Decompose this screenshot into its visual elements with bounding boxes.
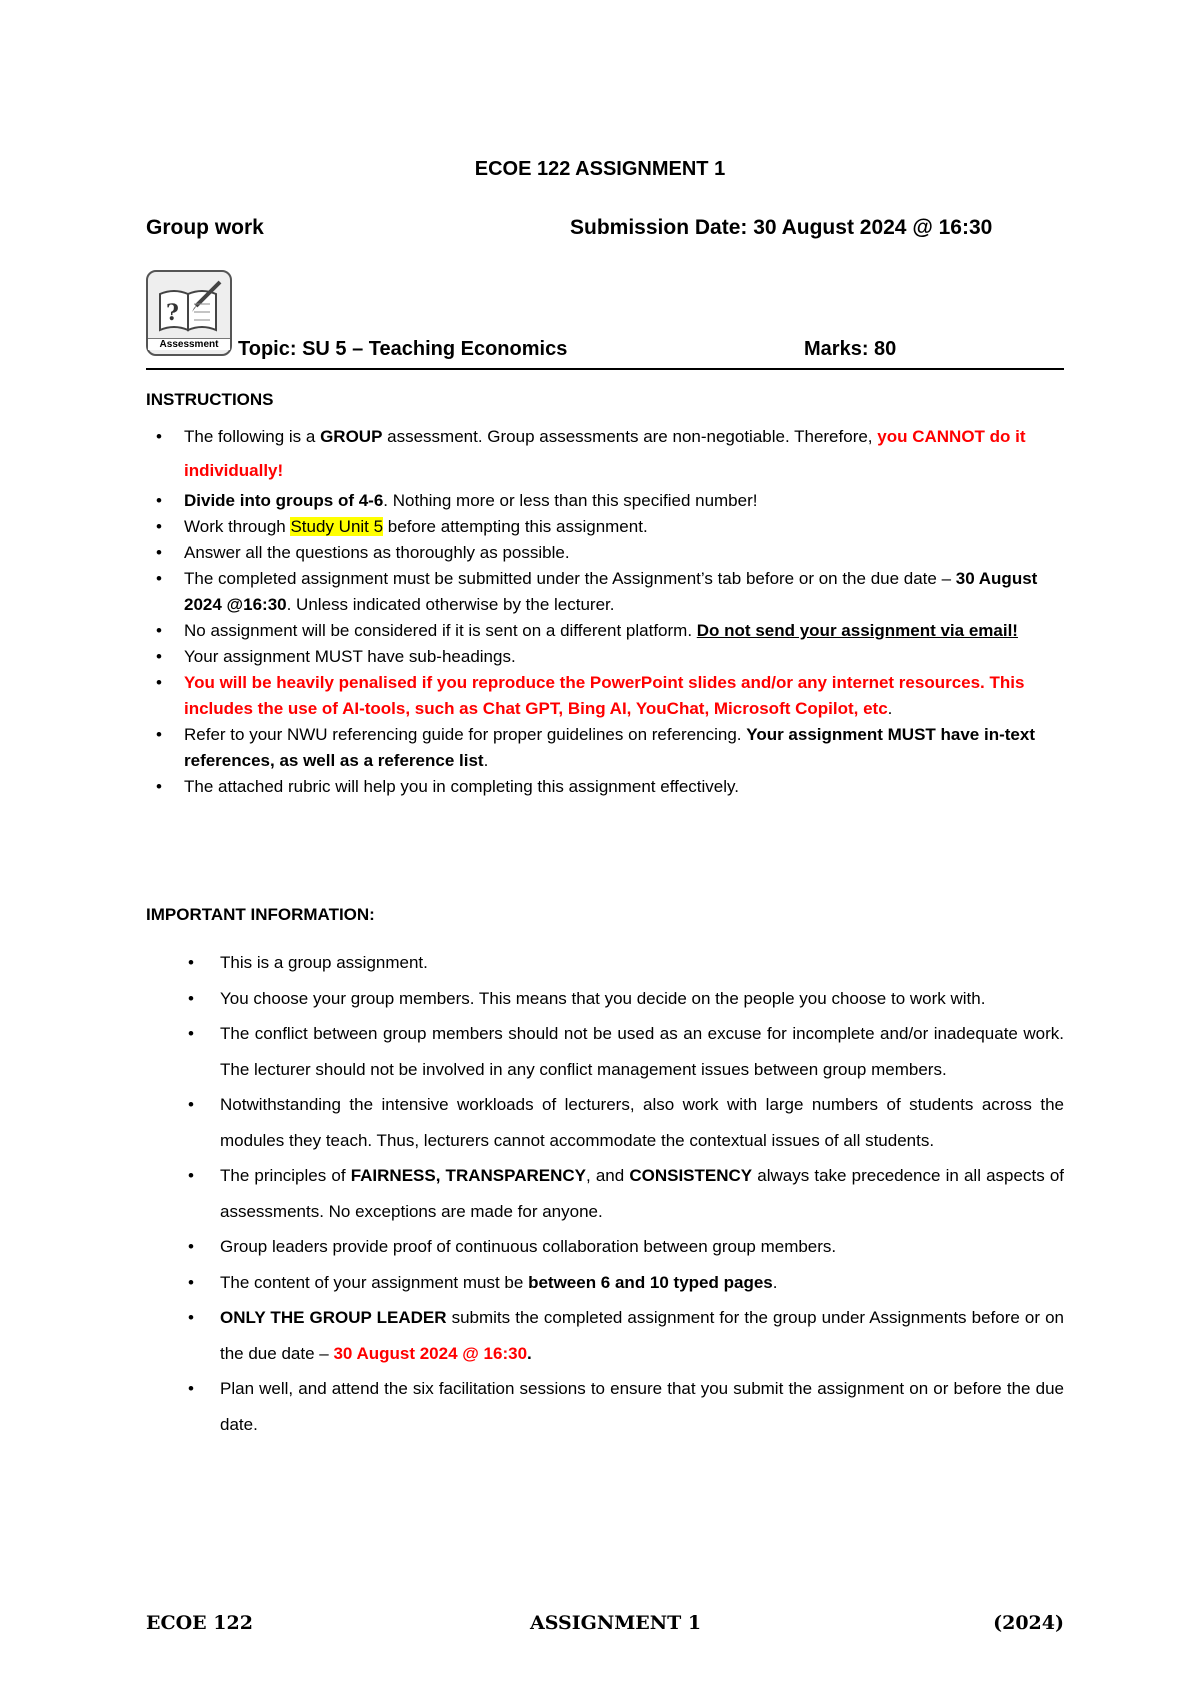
instructions-list xyxy=(146,420,1064,800)
list-item: • Your assignment MUST have sub-headings. xyxy=(146,644,1064,670)
list-item: • The completed assignment must be submitted under the Assignment’s tab before or on the due date – 30 August 2024 @16:30. Unless indicated otherwise by the lecturer. xyxy=(146,566,1064,618)
list-item: • Work through Study Unit 5 before attempting this assignment. xyxy=(146,514,1064,540)
important-information-list xyxy=(146,945,1064,1442)
list-item: • The principles of FAIRNESS, TRANSPARENCY, and CONSISTENCY always take precedence in all aspects of assessments. No exceptions are made for anyone. xyxy=(146,1158,1064,1229)
topic-label: Topic: SU 5 – Teaching Economics xyxy=(238,338,568,360)
list-item: • ONLY THE GROUP LEADER submits the completed assignment for the group under Assignments before or on the due date – 30 August 2024 @ 16:30. xyxy=(146,1300,1064,1371)
list-item: • You will be heavily penalised if you reproduce the PowerPoint slides and/or any internet resources. This includes the use of AI-tools, such as Chat GPT, Bing AI, YouChat, Microsoft Copilot, etc. xyxy=(146,670,1064,722)
book-pen-icon xyxy=(154,276,226,338)
list-item: • Group leaders provide proof of continuous collaboration between group members. xyxy=(146,1229,1064,1265)
list-item: • No assignment will be considered if it is sent on a different platform. Do not send your assignment via email! xyxy=(146,618,1064,644)
assessment-icon xyxy=(146,270,232,356)
list-item: • You choose your group members. This means that you decide on the people you choose to work with. xyxy=(146,981,1064,1017)
list-item: • Answer all the questions as thoroughly as possible. xyxy=(146,540,1064,566)
footer-year: (2024) xyxy=(993,1612,1064,1634)
list-item: • The conflict between group members should not be used as an excuse for incomplete and/or inadequate work. The lecturer should not be involved in any conflict management issues between group members. xyxy=(146,1016,1064,1087)
list-item: • Plan well, and attend the six facilitation sessions to ensure that you submit the assignment on or before the due date. xyxy=(146,1371,1064,1442)
list-item: • Refer to your NWU referencing guide for proper guidelines on referencing. Your assignment MUST have in-text references, as well as a reference list. xyxy=(146,722,1064,774)
svg-text:?: ? xyxy=(166,300,179,326)
highlighted-text: Study Unit 5 xyxy=(290,517,384,536)
list-item: • This is a group assignment. xyxy=(146,945,1064,981)
list-item: • Notwithstanding the intensive workloads of lecturers, also work with large numbers of students across the modules they teach. Thus, lecturers cannot accommodate the contextual issues of all students. xyxy=(146,1087,1064,1158)
footer-course-code: ECOE 122 xyxy=(146,1612,253,1634)
marks-label: Marks: 80 xyxy=(804,338,897,360)
page-title: ECOE 122 ASSIGNMENT 1 xyxy=(474,158,726,180)
footer-assignment: ASSIGNMENT 1 xyxy=(530,1612,702,1634)
assessment-icon-label: Assessment xyxy=(148,338,230,350)
list-item: • The following is a GROUP assessment. Group assessments are non-negotiable. Therefore, you CANNOT do it individually! xyxy=(146,420,1064,488)
header-divider xyxy=(146,368,1064,370)
group-work-label: Group work xyxy=(146,216,264,239)
important-information-heading: IMPORTANT INFORMATION: xyxy=(146,905,375,924)
list-item: • The content of your assignment must be between 6 and 10 typed pages. xyxy=(146,1265,1064,1301)
submission-date: Submission Date: 30 August 2024 @ 16:30 xyxy=(570,216,993,239)
list-item: • Divide into groups of 4-6. Nothing more or less than this specified number! xyxy=(146,488,1064,514)
instructions-heading: INSTRUCTIONS xyxy=(146,390,274,409)
list-item: • The attached rubric will help you in completing this assignment effectively. xyxy=(146,774,1064,800)
